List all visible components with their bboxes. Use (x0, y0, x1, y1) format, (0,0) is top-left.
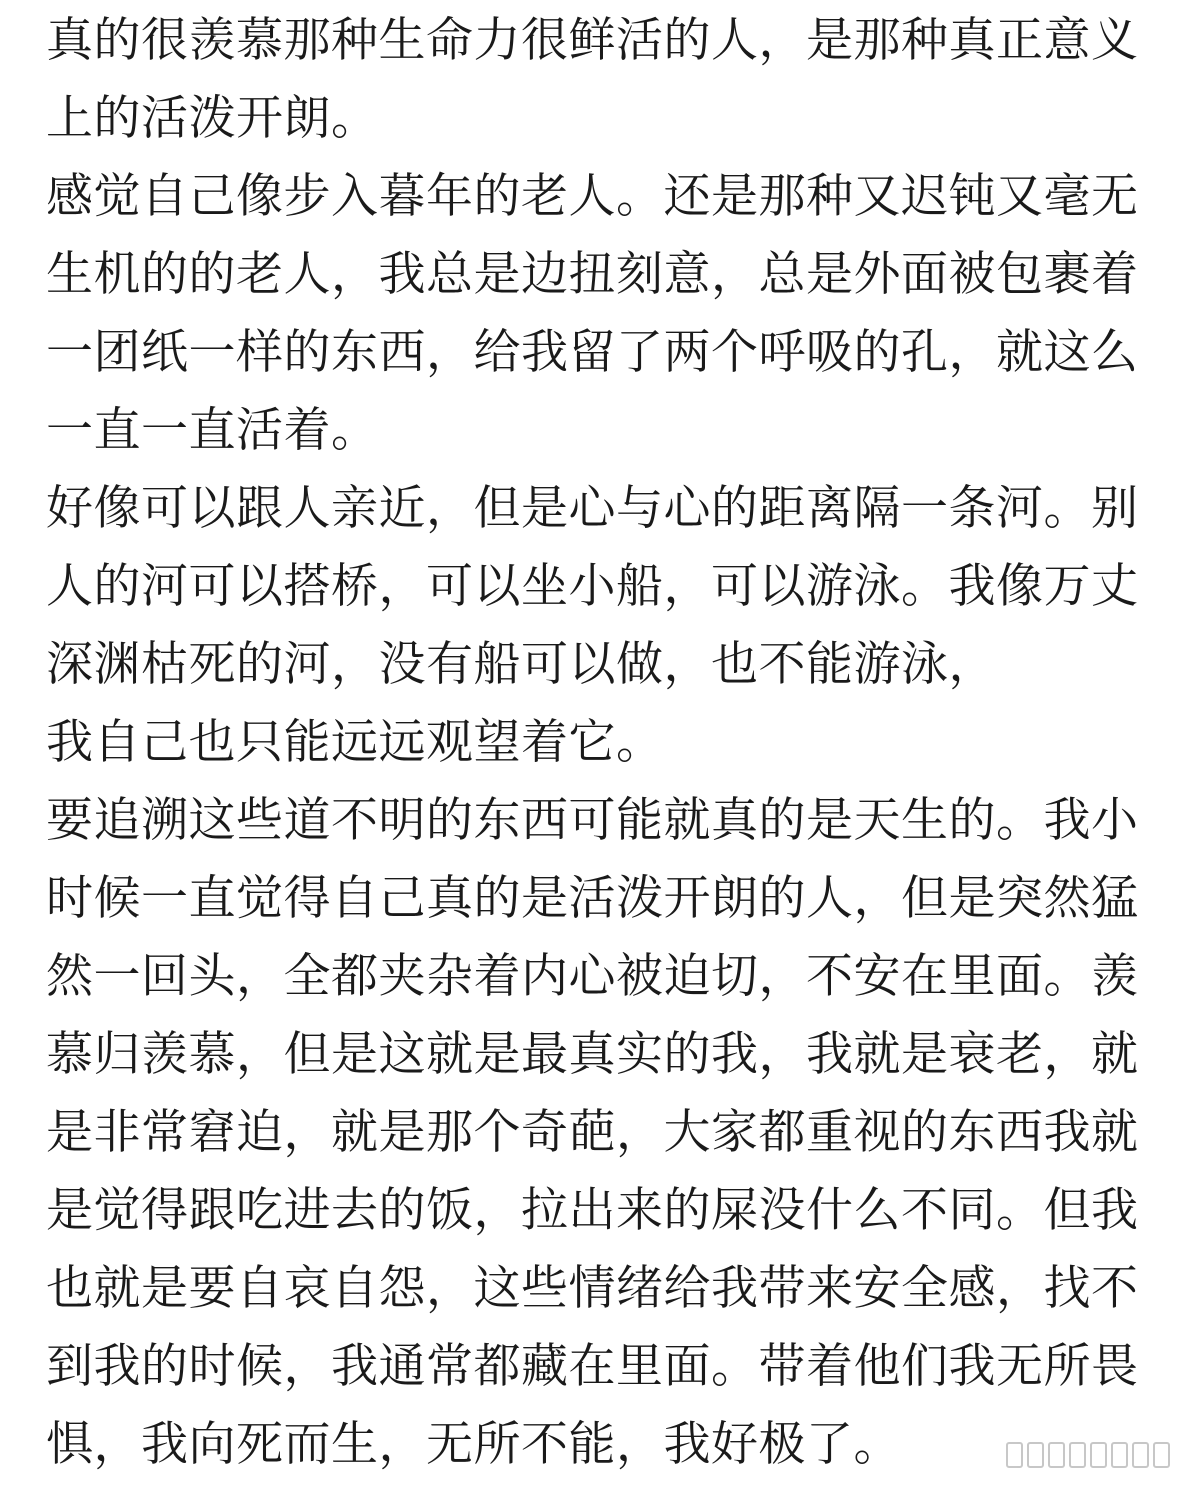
watermark-glyph-icon (1153, 1442, 1170, 1468)
text-line: 慕归羡慕，但是这就是最真实的我，我就是衰老，就 (46, 1027, 1139, 1082)
text-line: 惧，我向死而生，无所不能，我好极了。 (46, 1417, 901, 1472)
text-line: 真的很羡慕那种生命力很鲜活的人，是那种真正意义 (46, 13, 1139, 68)
text-line: 然一回头，全都夹杂着内心被迫切，不安在里面。羡 (46, 949, 1139, 1004)
text-line: 感觉自己像步入暮年的老人。还是那种又迟钝又毫无 (46, 169, 1139, 224)
text-line: 要追溯这些道不明的东西可能就真的是天生的。我小 (46, 793, 1139, 848)
text-line: 生机的的老人，我总是边扭刻意，总是外面被包裹着 (46, 247, 1139, 302)
text-line: 好像可以跟人亲近，但是心与心的距离隔一条河。别 (46, 481, 1139, 536)
watermark-glyph-icon (1111, 1442, 1128, 1468)
watermark-glyph-icon (1006, 1442, 1023, 1468)
watermark-glyph-icon (1069, 1442, 1086, 1468)
text-line: 时候一直觉得自己真的是活泼开朗的人，但是突然猛 (46, 871, 1139, 926)
text-line: 一直一直活着。 (46, 403, 379, 458)
text-line: 上的活泼开朗。 (46, 91, 379, 146)
watermark-glyph-icon (1048, 1442, 1065, 1468)
text-line: 人的河可以搭桥，可以坐小船，可以游泳。我像万丈 (46, 559, 1139, 614)
watermark-glyph-icon (1027, 1442, 1044, 1468)
text-line: 是非常窘迫，就是那个奇葩，大家都重视的东西我就 (46, 1105, 1139, 1160)
watermark-glyph-icon (1132, 1442, 1149, 1468)
text-line: 到我的时候，我通常都藏在里面。带着他们我无所畏 (46, 1339, 1139, 1394)
document-text (46, 0, 1156, 1484)
text-line: 是觉得跟吃进去的饭，拉出来的屎没什么不同。但我 (46, 1183, 1139, 1238)
text-line: 一团纸一样的东西，给我留了两个呼吸的孔，就这么 (46, 325, 1139, 380)
watermark-glyph-icon (1090, 1442, 1107, 1468)
text-line: 也就是要自哀自怨，这些情绪给我带来安全感，找不 (46, 1261, 1139, 1316)
text-line: 深渊枯死的河，没有船可以做，也不能游泳， (46, 637, 996, 692)
watermark-logo (1006, 1442, 1170, 1468)
text-line: 我自己也只能远远观望着它。 (46, 715, 664, 770)
